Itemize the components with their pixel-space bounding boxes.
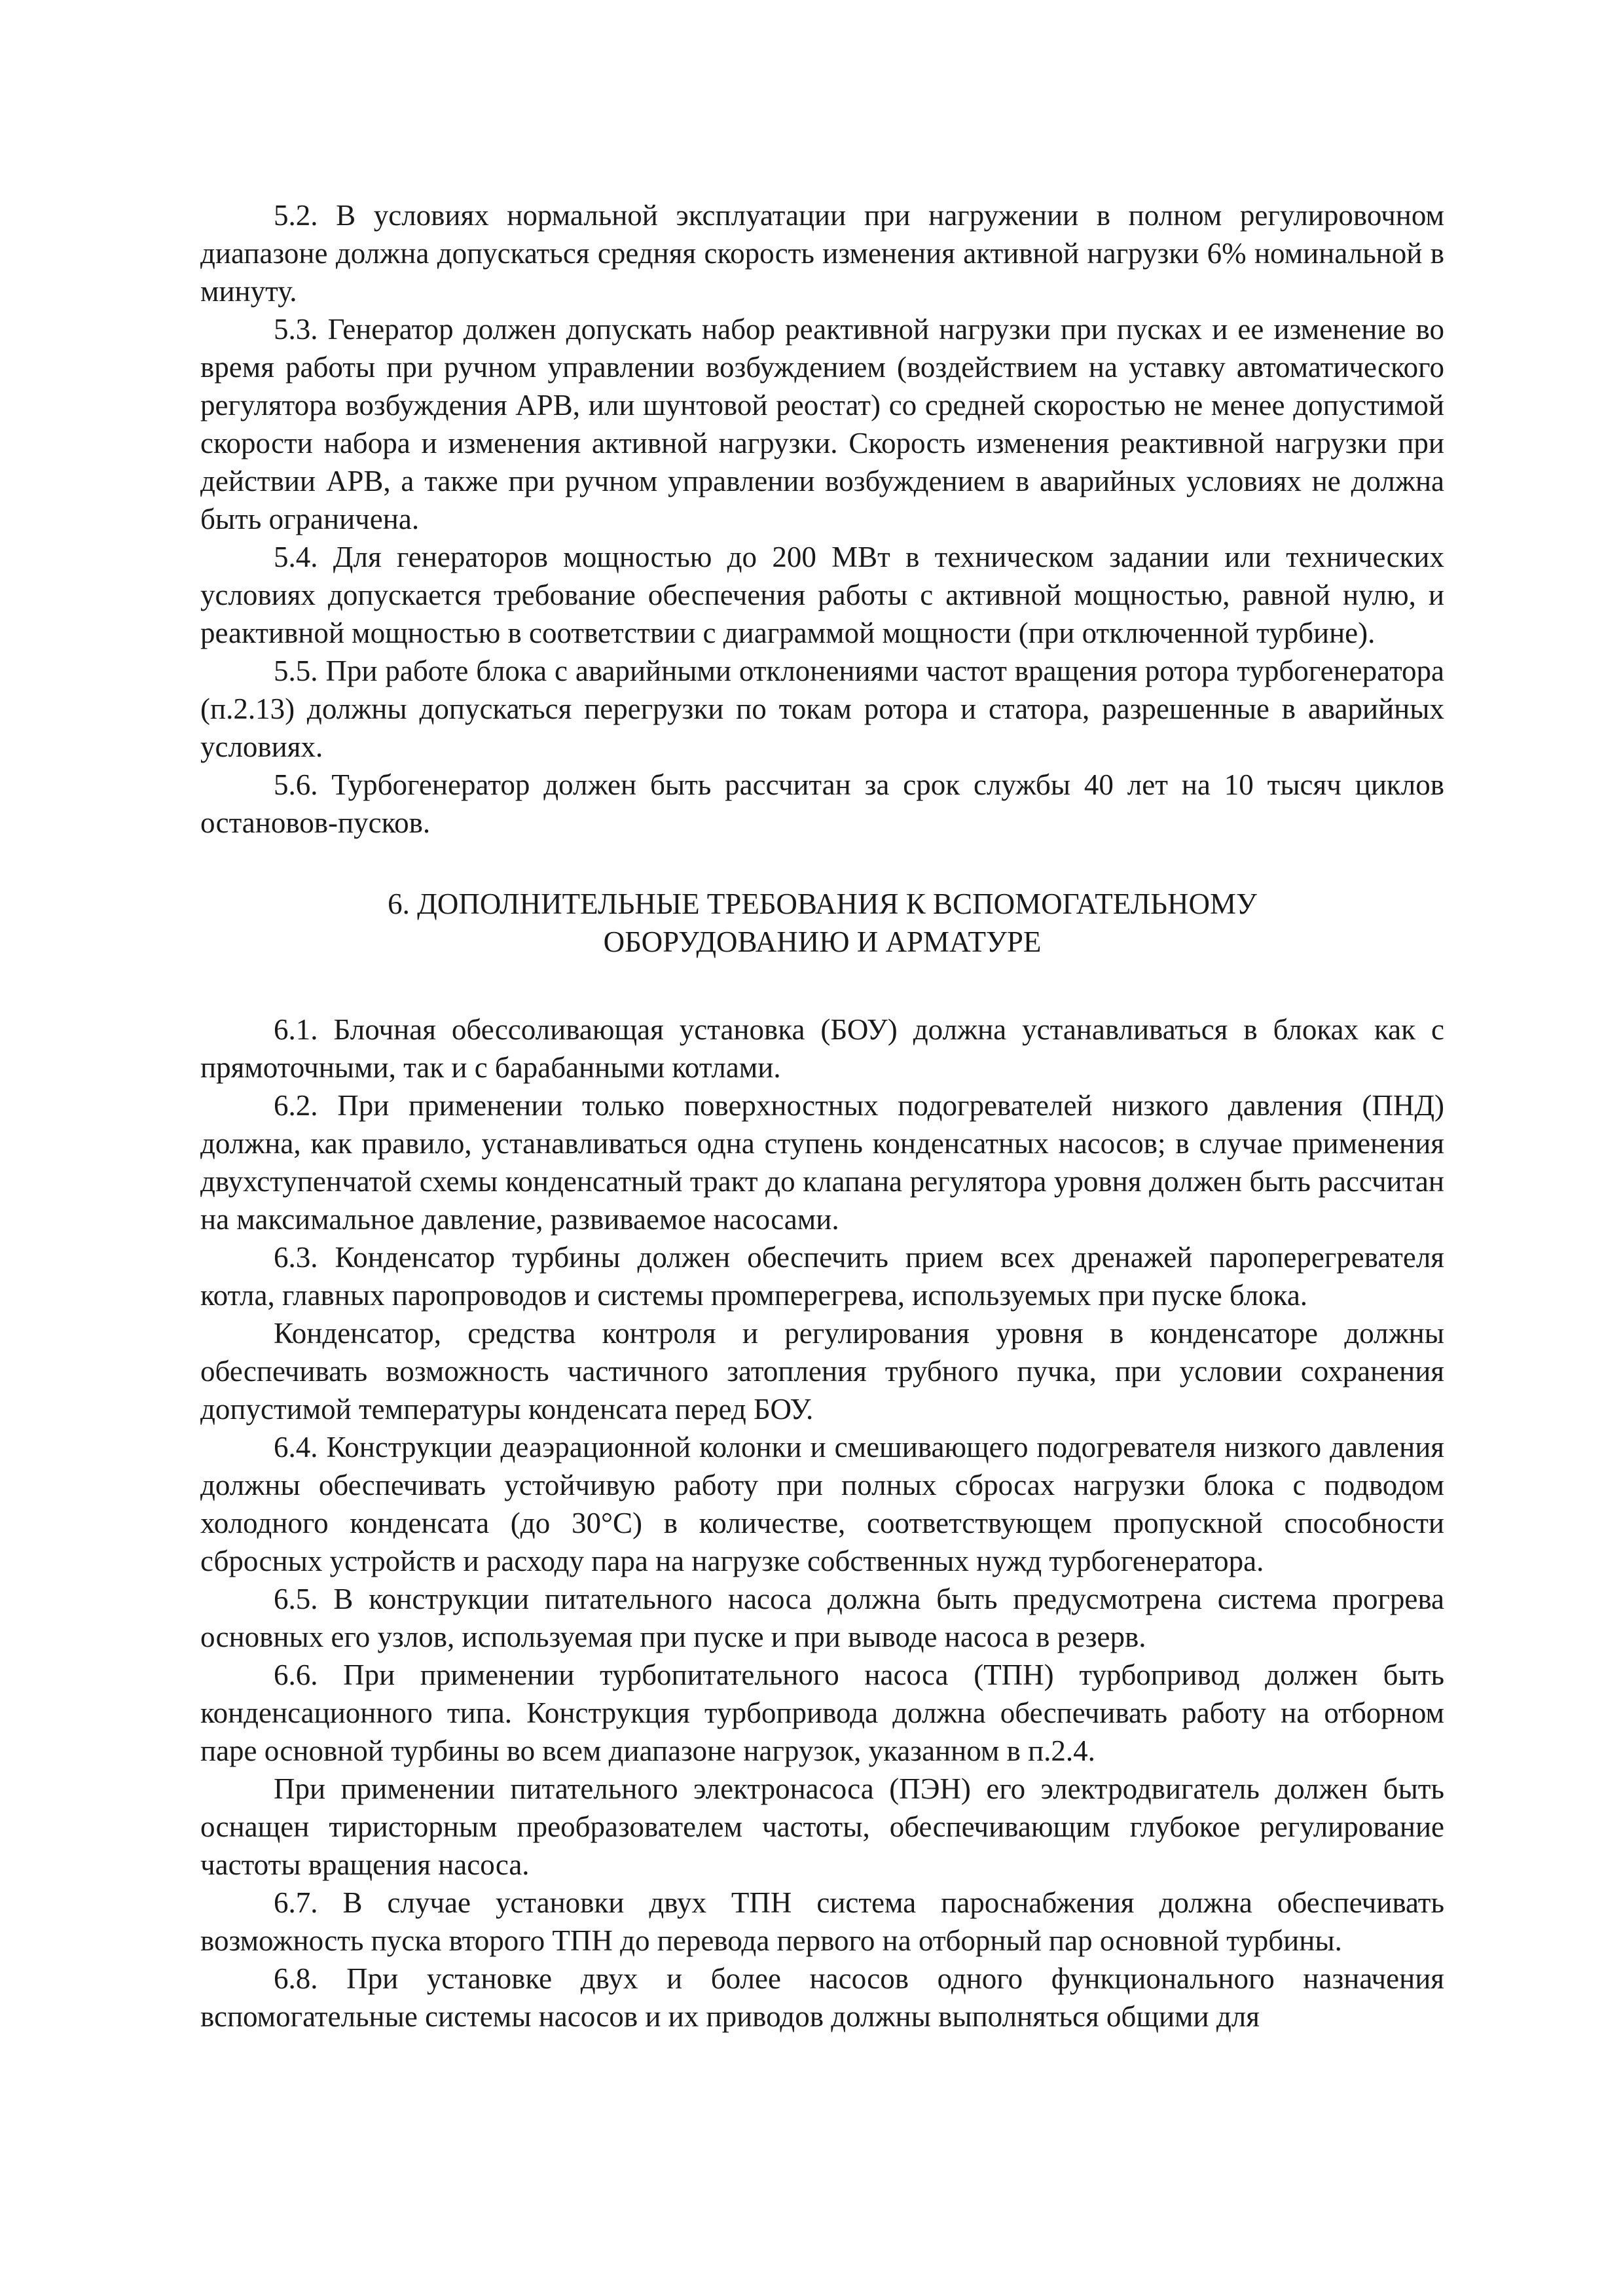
paragraph-6-8: 6.8. При установке двух и более насосов одного функционального назначения вспомогательные системы насосов и их приводов должны выполняться общими для [200, 1962, 1444, 2033]
paragraph-6-3: 6.3. Конденсатор турбины должен обеспечить прием всех дренажей пароперегревателя котла, главных паропроводов и системы промперегрева, используемых при пуске блока. [200, 1241, 1444, 1312]
paragraph-5-4: 5.4. Для генераторов мощностью до 200 МВт в техническом задании или технических условиях допускается требование обеспечения работы с активной мощностью, равной нулю, и реактивной мощностью в соответствии с диаграммой мощности (при отключенной турбине). [200, 541, 1444, 649]
paragraph-6-1: 6.1. Блочная обессоливающая установка (БОУ) должна устанавливаться в блоках как с прямоточными, так и с барабанными котлами. [200, 1013, 1444, 1084]
paragraph-5-2: 5.2. В условиях нормальной эксплуатации при нагружении в полном регулировочном диапазоне должна допускаться средняя скорость изменения активной нагрузки 6% номинальной в минуту. [200, 199, 1444, 308]
paragraph-6-3-condenser: Конденсатор, средства контроля и регулирования уровня в конденсаторе должны обеспечивать возможность частичного затопления трубного пучка, при условии сохранения допустимой температуры конденсата перед БОУ. [200, 1317, 1444, 1426]
paragraph-5-6: 5.6. Турбогенератор должен быть рассчитан за срок службы 40 лет на 10 тысяч циклов остановов-пусков. [200, 768, 1444, 839]
section-heading-line-1: 6. ДОПОЛНИТЕЛЬНЫЕ ТРЕБОВАНИЯ К ВСПОМОГАТЕЛЬНОМУ [388, 888, 1257, 920]
paragraph-6-2: 6.2. При применении только поверхностных подогревателей низкого давления (ПНД) должна, как правило, устанавливаться одна ступень конденсатных насосов; в случае применения двухступенчатой схемы конденсатный тракт до клапана регулятора уровня должен быть рассчитан на максимальное давление, развиваемое насосами. [200, 1089, 1444, 1236]
paragraph-5-5: 5.5. При работе блока с аварийными отклонениями частот вращения ротора турбогенератора (п.2.13) должны допускаться перегрузки по токам ротора и статора, разрешенные в аварийных условиях. [200, 655, 1444, 763]
paragraph-5-3: 5.3. Генератор должен допускать набор реактивной нагрузки при пусках и ее изменение во время работы при ручном управлении возбуждением (воздействием на уставку автоматического регулятора возбуждения АРВ, или шунтовой реостат) со средней скоростью не менее допустимой скорости набора и изменения активной нагрузки. Скорость изменения реактивной нагрузки при действии АРВ, а также при ручном управлении возбуждением в аварийных условиях не должна быть ограничена. [200, 313, 1444, 535]
paragraph-6-4: 6.4. Конструкции деаэрационной колонки и смешивающего подогревателя низкого давления должны обеспечивать устойчивую работу при полных сбросах нагрузки блока с подводом холодного конденсата (до 30°С) в количестве, соответствующем пропускной способности сбросных устройств и расходу пара на нагрузке собственных нужд турбогенератора. [200, 1431, 1444, 1577]
section-heading-line-2: ОБОРУДОВАНИЮ И АРМАТУРЕ [603, 925, 1042, 958]
paragraph-6-5: 6.5. В конструкции питательного насоса должна быть предусмотрена система прогрева основных его узлов, используемая при пуске и при выводе насоса в резерв. [200, 1583, 1444, 1653]
paragraph-6-6: 6.6. При применении турбопитательного насоса (ТПН) турбопривод должен быть конденсационного типа. Конструкция турбопривода должна обеспечивать работу на отборном паре основной турбины во всем диапазоне нагрузок, указанном в п.2.4. [200, 1659, 1444, 1767]
document-body [200, 196, 1444, 2036]
paragraph-6-6-pen: При применении питательного электронасоса (ПЭН) его электродвигатель должен быть оснащен тиристорным преобразователем частоты, обеспечивающим глубокое регулирование частоты вращения насоса. [200, 1772, 1444, 1881]
section-heading-6 [200, 885, 1444, 961]
paragraph-6-7: 6.7. В случае установки двух ТПН система пароснабжения должна обеспечивать возможность пуска второго ТПН до перевода первого на отборный пар основной турбины. [200, 1886, 1444, 1957]
